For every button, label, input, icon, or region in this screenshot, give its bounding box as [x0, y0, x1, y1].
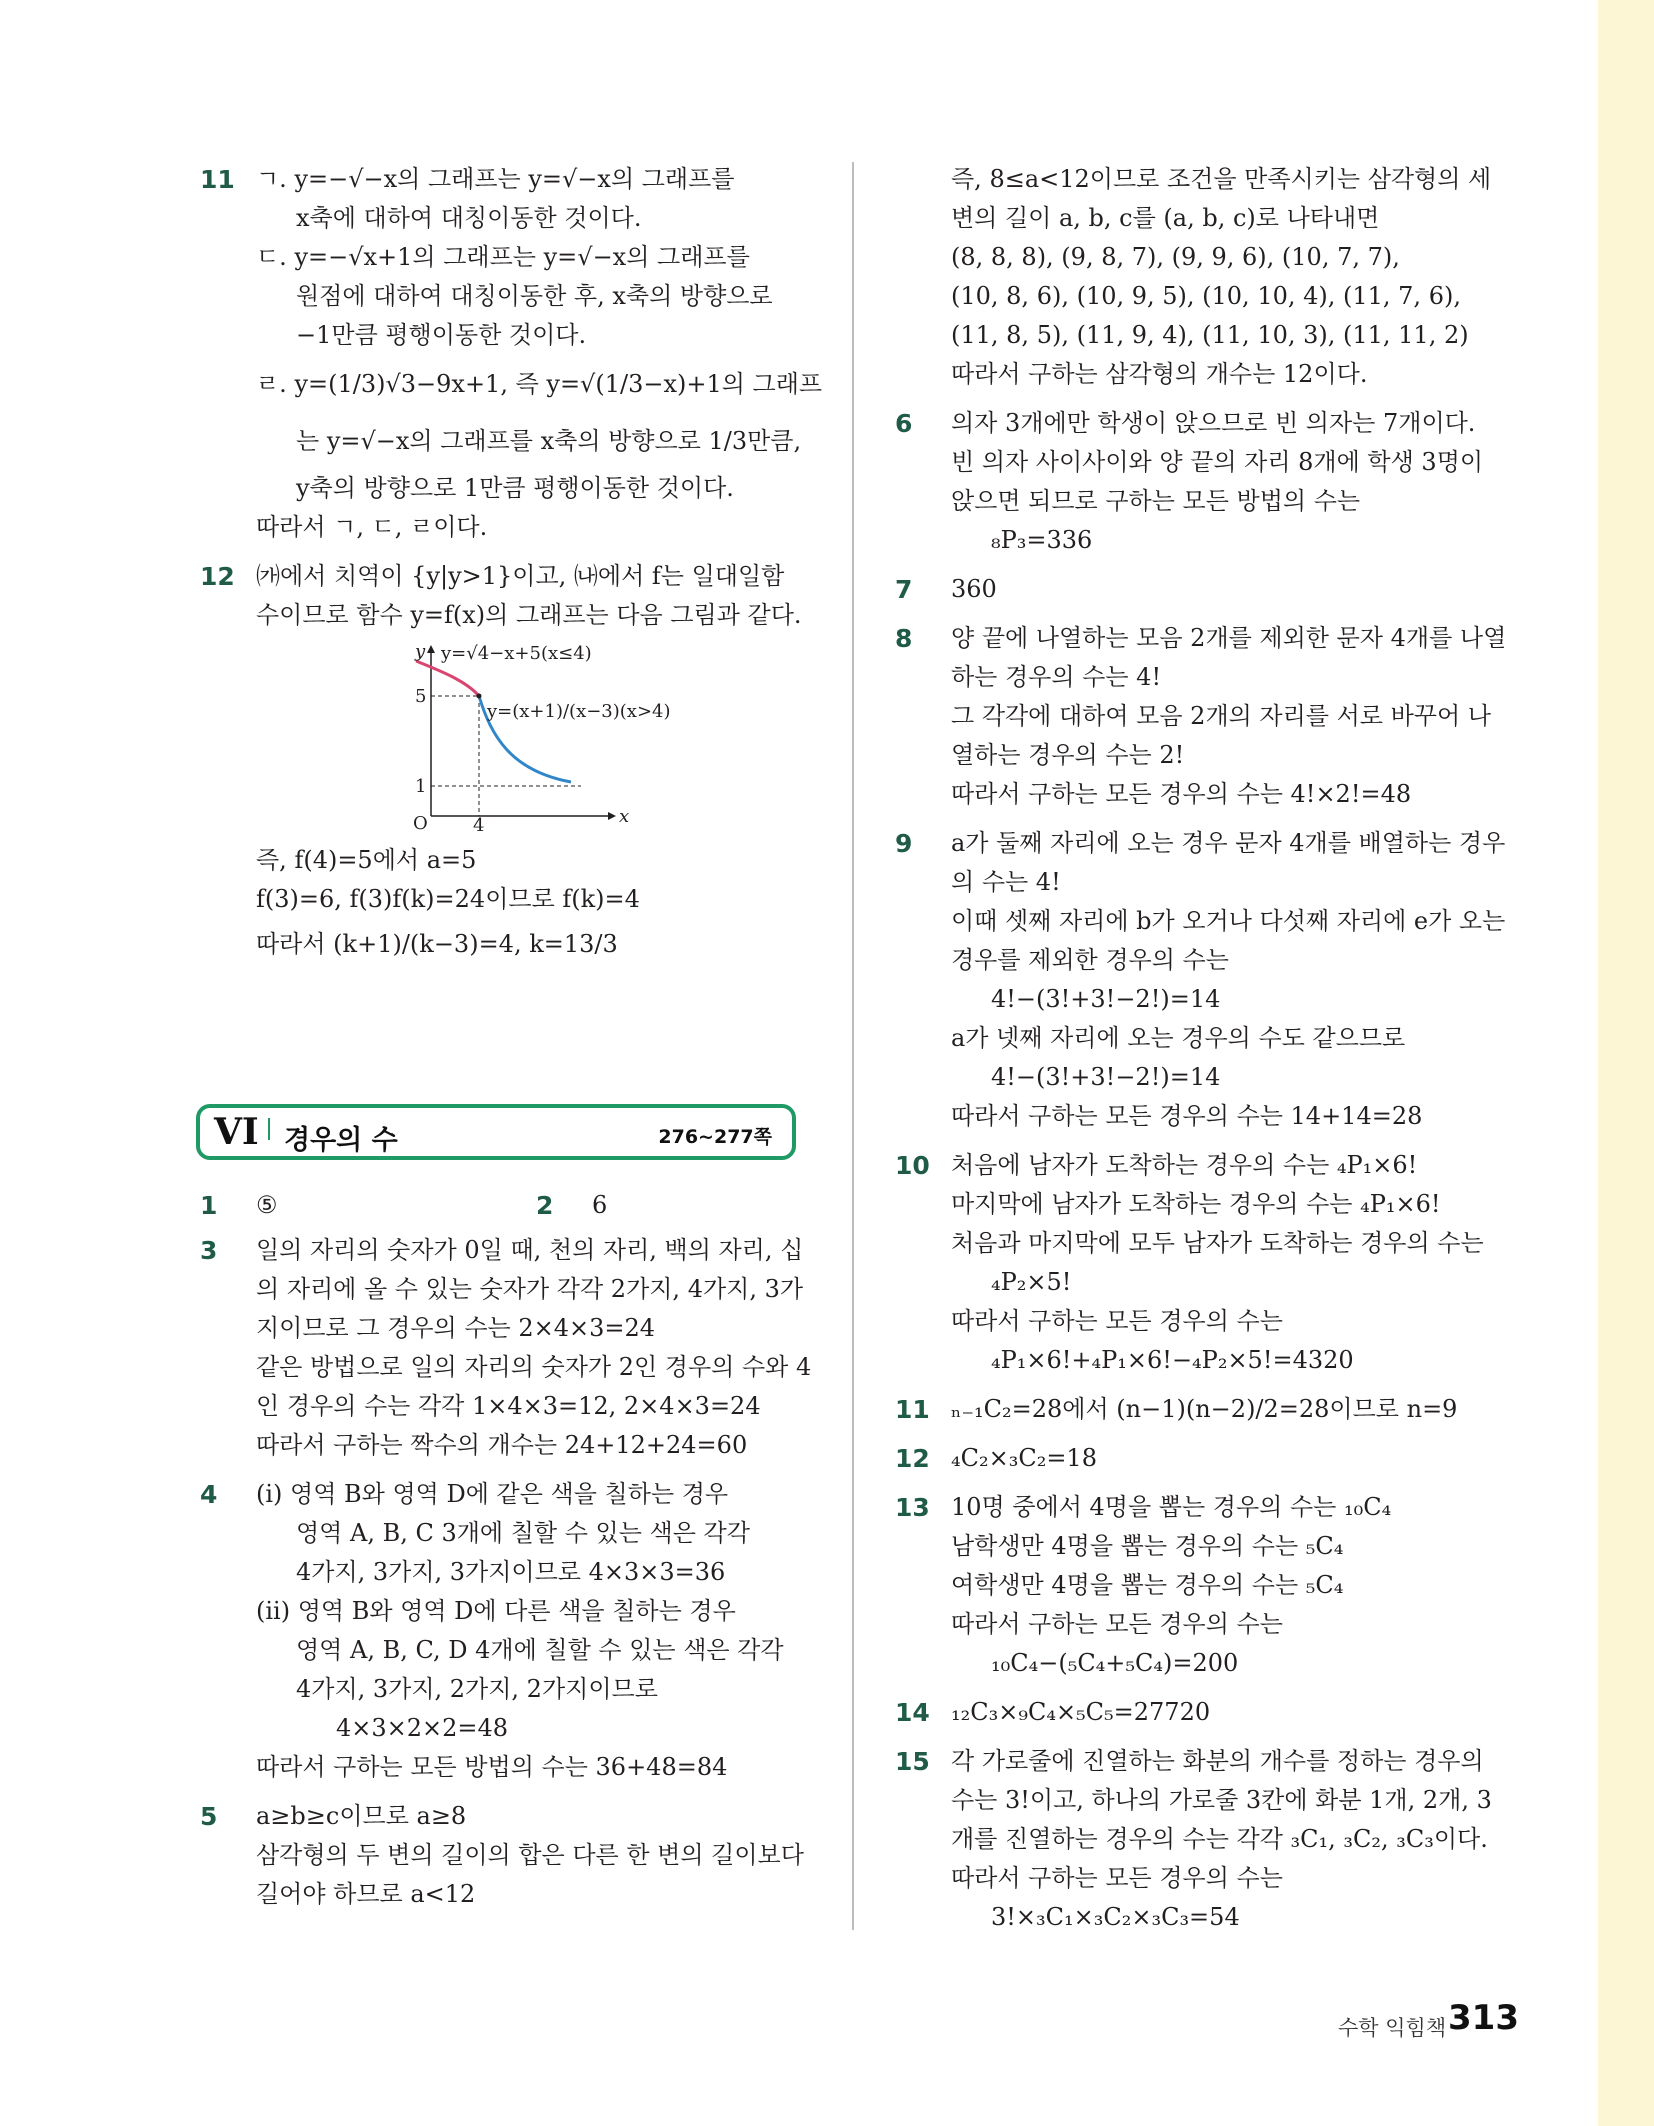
- problem-13: [895, 1488, 1510, 1683]
- problem-1: [200, 1186, 536, 1225]
- side-color-band: [1598, 0, 1654, 2126]
- answer-line: 마지막에 남자가 도착하는 경우의 수는 ₄P₁×6!: [951, 1190, 1441, 1218]
- answer-line: 따라서 구하는 짝수의 개수는 24+12+24=60: [256, 1431, 748, 1459]
- answer-line: 수는 3!이고, 하나의 가로줄 3칸에 화분 1개, 2개, 3: [951, 1786, 1492, 1814]
- problem-number: 11: [895, 1395, 930, 1424]
- answer-line: 영역 A, B, C, D 4개에 칠할 수 있는 색은 각각: [296, 1636, 784, 1664]
- answer-line: 360: [951, 575, 997, 603]
- answer-line: 변의 길이 a, b, c를 (a, b, c)로 나타내면: [951, 204, 1380, 232]
- answer-line: (8, 8, 8), (9, 8, 7), (9, 9, 6), (10, 7, 7),: [951, 243, 1400, 271]
- answer-line: 따라서 구하는 모든 경우의 수는 14+14=28: [951, 1102, 1423, 1130]
- answer-line: −1만큼 평행이동한 것이다.: [296, 321, 587, 349]
- answer-line: (i) 영역 B와 영역 D에 같은 색을 칠하는 경우: [256, 1480, 729, 1508]
- answer-line: (11, 8, 5), (11, 9, 4), (11, 10, 3), (11, 11, 2): [951, 321, 1469, 349]
- answer-line: 하는 경우의 수는 4!: [951, 663, 1162, 691]
- page-number: 313: [1448, 1998, 1519, 2038]
- problem-11-left: [200, 160, 823, 547]
- answer-line: 따라서 구하는 모든 경우의 수는: [951, 1307, 1283, 1335]
- answer-line: ㄱ. y=−√−x의 그래프는 y=√−x의 그래프를: [256, 165, 735, 193]
- answer-line: 10명 중에서 4명을 뽑는 경우의 수는 ₁₀C₄: [951, 1493, 1392, 1521]
- answer-line: 영역 A, B, C 3개에 칠할 수 있는 색은 각각: [296, 1519, 750, 1547]
- answer-line: 4가지, 3가지, 2가지, 2가지이므로: [296, 1675, 658, 1703]
- problem-4: [200, 1475, 810, 1787]
- answer-line: 지이므로 그 경우의 수는 2×4×3=24: [256, 1314, 656, 1342]
- answer-line: 이때 셋째 자리에 b가 오거나 다섯째 자리에 e가 오는: [951, 907, 1506, 935]
- answer-line: 같은 방법으로 일의 자리의 숫자가 2인 경우의 수와 4: [256, 1353, 812, 1381]
- problem-number: 13: [895, 1493, 930, 1522]
- problem-number: 1: [200, 1191, 218, 1220]
- problem-2: [536, 1186, 607, 1225]
- problem-number: 15: [895, 1747, 930, 1776]
- answer-line: 개를 진열하는 경우의 수는 각각 ₃C₁, ₃C₂, ₃C₃이다.: [951, 1825, 1488, 1853]
- answer-line: 남학생만 4명을 뽑는 경우의 수는 ₅C₄: [951, 1532, 1344, 1560]
- problem-number: 2: [536, 1191, 554, 1220]
- answer-line: 따라서 (k+1)/(k−3)=4, k=13/3: [256, 930, 618, 958]
- problem-3: [200, 1231, 810, 1465]
- problem-number: 9: [895, 829, 913, 858]
- problem-number: 3: [200, 1236, 218, 1265]
- answer-line: 일의 자리의 숫자가 0일 때, 천의 자리, 백의 자리, 십: [256, 1236, 804, 1264]
- problem-number: 6: [895, 409, 913, 438]
- y-axis-label: y: [415, 641, 426, 662]
- answer-line: 앉으면 되므로 구하는 모든 방법의 수는: [951, 487, 1361, 515]
- answer-line: 4!−(3!+3!−2!)=14: [991, 985, 1221, 1013]
- point-4-5: [477, 694, 482, 699]
- answer-line: 의 자리에 올 수 있는 숫자가 각각 2가지, 4가지, 3가: [256, 1275, 804, 1303]
- answer-line: (10, 8, 6), (10, 9, 5), (10, 10, 4), (11, 7, 6),: [951, 282, 1461, 310]
- answer-line: a가 넷째 자리에 오는 경우의 수도 같으므로: [951, 1024, 1406, 1052]
- answer-line: 처음과 마지막에 모두 남자가 도착하는 경우의 수는: [951, 1229, 1484, 1257]
- answer-line: 따라서 구하는 삼각형의 개수는 12이다.: [951, 360, 1368, 388]
- answer-line: 4!−(3!+3!−2!)=14: [991, 1063, 1221, 1091]
- answer-line: 따라서 구하는 모든 방법의 수는 36+48=84: [256, 1753, 728, 1781]
- problem-6: [895, 404, 1510, 560]
- answer-line: ⑤: [256, 1191, 278, 1219]
- x-axis-arrow: [608, 812, 616, 820]
- answer-line: y축의 방향으로 1만큼 평행이동한 것이다.: [296, 474, 734, 502]
- answer-line: ㈎에서 치역이 {y|y>1}이고, ㈏에서 f는 일대일함: [256, 562, 785, 590]
- answer-line: a가 둘째 자리에 오는 경우 문자 4개를 배열하는 경우: [951, 829, 1506, 857]
- section-roman-numeral: VI: [214, 1111, 259, 1153]
- problem-12-left: [200, 557, 810, 964]
- answer-line: (ii) 영역 B와 영역 D에 다른 색을 칠하는 경우: [256, 1597, 736, 1625]
- answer-line: 양 끝에 나열하는 모음 2개를 제외한 문자 4개를 나열: [951, 624, 1507, 652]
- problem-number: 7: [895, 575, 913, 604]
- tick-label-y5: 5: [415, 686, 427, 707]
- problem-7: [895, 570, 1510, 609]
- answer-line: 길어야 하므로 a<12: [256, 1880, 476, 1908]
- answer-line: ₈P₃=336: [991, 526, 1093, 554]
- problem-number: 11: [200, 165, 235, 194]
- section-page-range: 276~277쪽: [658, 1126, 772, 1148]
- problem-14: [895, 1693, 1510, 1732]
- curve2-label: y=(x+1)/(x−3)(x>4): [487, 701, 671, 722]
- answer-line: 삼각형의 두 변의 길이의 합은 다른 한 변의 길이보다: [256, 1841, 804, 1869]
- problem-5-continued: [895, 160, 1510, 394]
- answer-line: ㄹ. y=(1/3)√3−9x+1, 즉 y=√(1/3−x)+1의 그래프: [256, 370, 823, 398]
- answer-line: 6: [592, 1191, 608, 1219]
- origin-label: O: [413, 813, 428, 831]
- section-divider-bar: [268, 1118, 270, 1140]
- answer-line: ₁₂C₃×₉C₄×₅C₅=27720: [951, 1698, 1211, 1726]
- answer-line: 여학생만 4명을 뽑는 경우의 수는 ₅C₄: [951, 1571, 1344, 1599]
- answer-line: 경우를 제외한 경우의 수는: [951, 946, 1229, 974]
- answer-line: 따라서 ㄱ, ㄷ, ㄹ이다.: [256, 513, 488, 541]
- answer-line: 빈 의자 사이사이와 양 끝의 자리 8개에 학생 3명이: [951, 448, 1484, 476]
- answer-line: 4×3×2×2=48: [336, 1714, 509, 1742]
- problems-1-2: [200, 1186, 810, 1225]
- y-axis-arrow: [427, 645, 435, 653]
- answer-line: ₄P₂×5!: [991, 1268, 1072, 1296]
- answer-line: 따라서 구하는 모든 경우의 수는 4!×2!=48: [951, 780, 1412, 808]
- problem-5: [200, 1797, 810, 1914]
- problem-number: 8: [895, 624, 913, 653]
- problem-number: 4: [200, 1480, 218, 1509]
- problem-number: 5: [200, 1802, 218, 1831]
- section-header: [196, 1104, 796, 1160]
- left-column: [200, 160, 823, 1924]
- problem-number: 14: [895, 1698, 930, 1727]
- answer-line: 인 경우의 수는 각각 1×4×3=12, 2×4×3=24: [256, 1392, 761, 1420]
- answer-line: ₁₀C₄−(₅C₄+₅C₄)=200: [991, 1649, 1239, 1677]
- right-column: [895, 160, 1510, 1947]
- problem-number: 12: [200, 562, 235, 591]
- answer-line: ₙ₋₁C₂=28에서 (n−1)(n−2)/2=28이므로 n=9: [951, 1395, 1458, 1423]
- answer-line: 수이므로 함수 y=f(x)의 그래프는 다음 그림과 같다.: [256, 601, 802, 629]
- answer-line: 3!×₃C₁×₃C₂×₃C₃=54: [991, 1903, 1240, 1931]
- problem-8: [895, 619, 1510, 814]
- problem-15: [895, 1742, 1510, 1937]
- answer-line: 의 수는 4!: [951, 868, 1061, 896]
- answer-line: 는 y=√−x의 그래프를 x축의 방향으로 1/3만큼,: [296, 427, 802, 455]
- problem-12-right: [895, 1439, 1510, 1478]
- function-graph-svg: [411, 641, 731, 831]
- footer-book-label: 수학 익힘책: [1338, 2016, 1447, 2040]
- section-title: 경우의 수: [284, 1125, 398, 1156]
- curve1-label: y=√4−x+5(x≤4): [441, 643, 592, 664]
- answer-line: 그 각각에 대하여 모음 2개의 자리를 서로 바꾸어 나: [951, 702, 1491, 730]
- tick-label-y1: 1: [415, 776, 427, 797]
- x-axis-label: x: [619, 806, 630, 827]
- problem-9: [895, 824, 1510, 1136]
- answer-line: x축에 대하여 대칭이동한 것이다.: [296, 204, 642, 232]
- column-divider: [852, 162, 854, 1930]
- answer-line: 원점에 대하여 대칭이동한 후, x축의 방향으로: [296, 282, 773, 310]
- answer-line: 4가지, 3가지, 3가지이므로 4×3×3=36: [296, 1558, 726, 1586]
- problem-10: [895, 1146, 1510, 1380]
- answer-line: ₄P₁×6!+₄P₁×6!−₄P₂×5!=4320: [991, 1346, 1354, 1374]
- answer-line: f(3)=6, f(3)f(k)=24이므로 f(k)=4: [256, 885, 640, 913]
- answer-line: ㄷ. y=−√x+1의 그래프는 y=√−x의 그래프를: [256, 243, 750, 271]
- answer-line: a≥b≥c이므로 a≥8: [256, 1802, 467, 1830]
- answer-line: 따라서 구하는 모든 경우의 수는: [951, 1610, 1283, 1638]
- answer-line: 따라서 구하는 모든 경우의 수는: [951, 1864, 1283, 1892]
- tick-label-x4: 4: [473, 815, 485, 831]
- problem-number: 10: [895, 1151, 930, 1180]
- answer-line: 처음에 남자가 도착하는 경우의 수는 ₄P₁×6!: [951, 1151, 1418, 1179]
- answer-line: 열하는 경우의 수는 2!: [951, 741, 1185, 769]
- answer-line: 의자 3개에만 학생이 앉으므로 빈 의자는 7개이다.: [951, 409, 1476, 437]
- answer-line: ₄C₂×₃C₂=18: [951, 1444, 1097, 1472]
- function-graph: [411, 641, 731, 831]
- problem-11-right: [895, 1390, 1510, 1429]
- answer-line: 즉, f(4)=5에서 a=5: [256, 846, 477, 874]
- answer-line: 즉, 8≤a<12이므로 조건을 만족시키는 삼각형의 세: [951, 165, 1492, 193]
- problem-number: 12: [895, 1444, 930, 1473]
- answer-line: 각 가로줄에 진열하는 화분의 개수를 정하는 경우의: [951, 1747, 1484, 1775]
